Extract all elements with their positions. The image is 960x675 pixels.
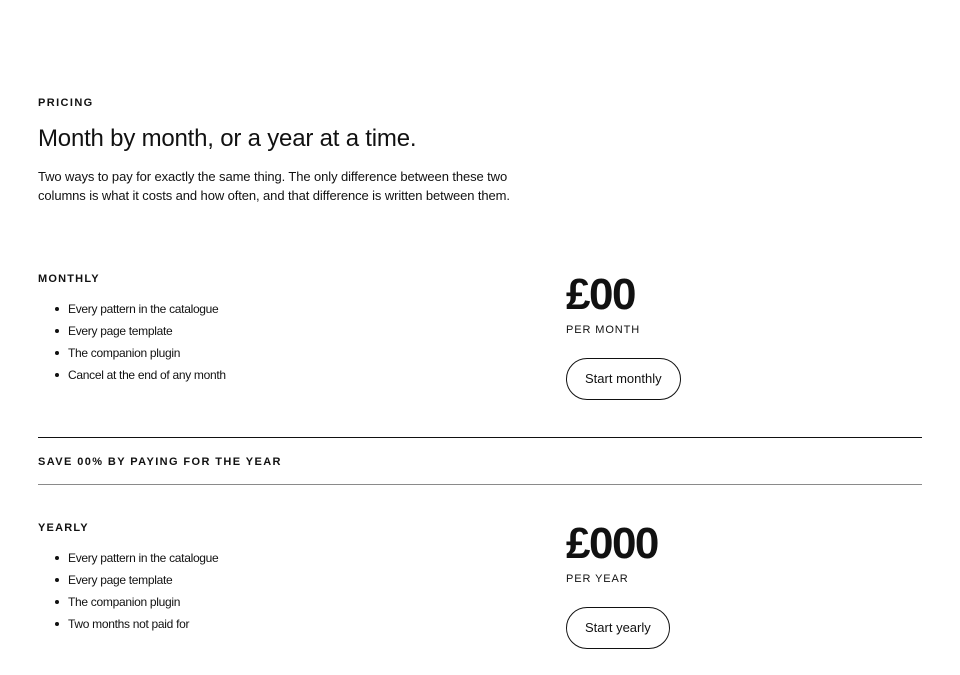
feature-item: Two months not paid for (68, 613, 218, 635)
feature-item: Every page template (68, 320, 226, 342)
yearly-plan (38, 521, 922, 661)
feature-item: Cancel at the end of any month (68, 364, 226, 386)
pricing-intro: Two ways to pay for exactly the same thing. The only difference between these two columns is what it costs and how often, and that difference is written between them. (38, 169, 510, 203)
pricing-section (38, 0, 922, 675)
plan-label: YEARLY (38, 522, 89, 534)
savings-banner (38, 437, 922, 485)
monthly-plan (38, 272, 922, 412)
feature-item: Every page template (68, 569, 218, 591)
feature-list (38, 547, 218, 635)
feature-item: Every pattern in the catalogue (68, 547, 218, 569)
plan-label: MONTHLY (38, 273, 100, 285)
plan-price: £00 (566, 270, 635, 319)
feature-list (38, 298, 226, 386)
section-eyebrow: PRICING (38, 97, 94, 109)
plan-price: £000 (566, 519, 658, 568)
page-title: Month by month, or a year at a time. (38, 125, 417, 152)
billing-period: PER YEAR (566, 573, 629, 585)
savings-text: SAVE 00% BY PAYING FOR THE YEAR (38, 456, 282, 468)
feature-item: Every pattern in the catalogue (68, 298, 226, 320)
start-monthly-button[interactable]: Start monthly (566, 358, 681, 400)
feature-item: The companion plugin (68, 342, 226, 364)
billing-period: PER MONTH (566, 324, 641, 336)
start-yearly-button[interactable]: Start yearly (566, 607, 670, 649)
feature-item: The companion plugin (68, 591, 218, 613)
